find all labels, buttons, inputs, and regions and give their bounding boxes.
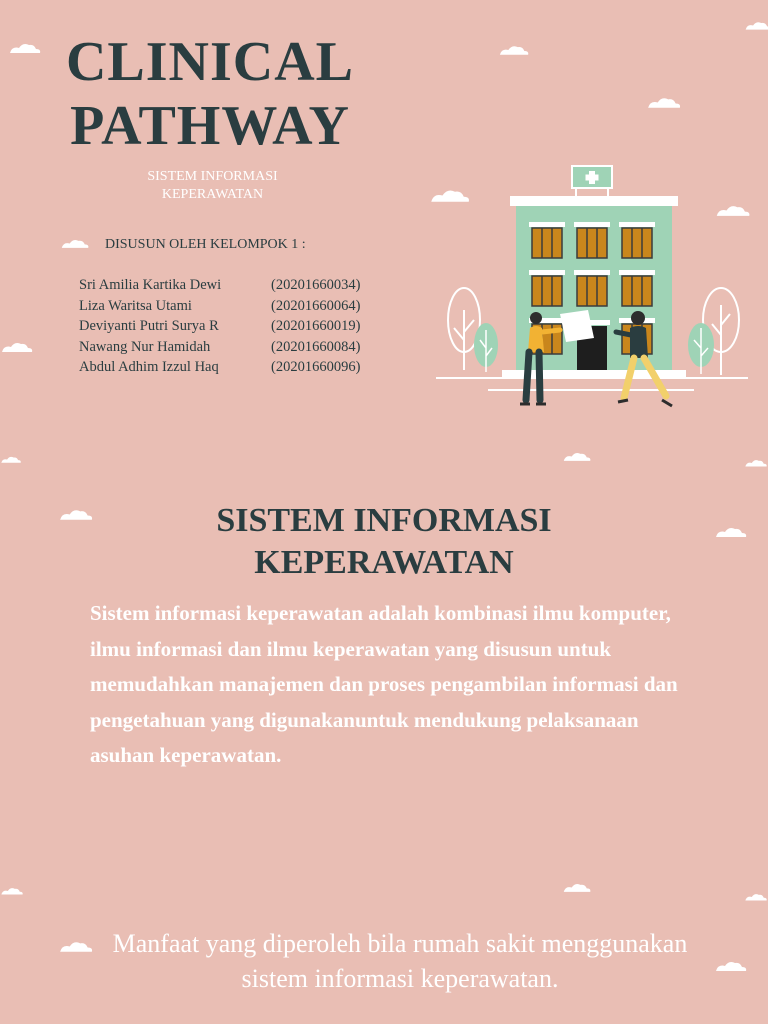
title-line-1: CLINICAL	[65, 31, 355, 93]
member-id: (20201660019)	[271, 318, 361, 334]
section-heading	[134, 500, 634, 584]
cloud-icon	[744, 20, 768, 31]
member-name: Sri Amilia Kartika Dewi	[79, 277, 222, 293]
member-id: (20201660034)	[271, 277, 361, 293]
cloud-icon	[646, 96, 682, 109]
section-heading-line-2: KEPERAWATAN	[254, 544, 514, 581]
member-name: Liza Waritsa Utami	[79, 297, 192, 314]
subtitle-line-1: SISTEM INFORMASI	[147, 169, 278, 184]
definition-paragraph: Sistem informasi keperawatan adalah kombinasi ilmu komputer, ilmu informasi dan ilmu keperawatan yang disusun untuk memudahkan manajemen dan proses pengambilan informasi dan pengetahuan yang digunakanuntuk mendukung pelaksanaan asuhan keperawatan.	[90, 601, 678, 767]
member-name: Nawang Nur Hamidah	[79, 338, 211, 355]
hospital-building-illustration	[436, 160, 748, 422]
cloud-icon	[714, 960, 748, 972]
subtitle-line-2: KEPERAWATAN	[161, 187, 264, 202]
member-name: Abdul Adhim Izzul Haq	[79, 359, 219, 375]
page-title	[60, 30, 360, 158]
member-row	[79, 277, 399, 298]
member-row	[79, 359, 399, 380]
cloud-icon	[60, 238, 90, 249]
member-row	[79, 318, 399, 339]
cloud-icon	[8, 42, 42, 54]
section-heading-line-1: SISTEM INFORMASI	[216, 502, 552, 539]
cloud-icon	[58, 508, 94, 521]
page-subtitle	[100, 168, 325, 204]
cloud-icon	[744, 458, 768, 468]
cloud-icon	[0, 340, 34, 354]
title-line-2: PATHWAY	[70, 95, 350, 157]
member-id: (20201660084)	[271, 338, 361, 355]
cloud-icon	[744, 892, 768, 902]
member-list	[79, 277, 399, 380]
member-name: Deviyanti Putri Surya R	[79, 318, 219, 334]
member-row	[79, 298, 399, 319]
cloud-icon	[714, 526, 748, 538]
member-id: (20201660096)	[271, 359, 361, 375]
member-row	[79, 339, 399, 360]
member-id: (20201660064)	[271, 297, 361, 314]
cloud-icon	[562, 451, 592, 462]
cloud-icon	[562, 882, 592, 893]
cloud-icon	[498, 44, 530, 56]
benefit-heading: Manfaat yang diperoleh bila rumah sakit menggunakan sistem informasi keperawatan.	[112, 929, 688, 993]
composed-by-label: DISUSUN OLEH KELOMPOK 1 :	[105, 237, 306, 252]
cloud-icon	[0, 886, 24, 896]
cloud-icon	[0, 455, 22, 464]
cloud-icon	[58, 940, 94, 953]
